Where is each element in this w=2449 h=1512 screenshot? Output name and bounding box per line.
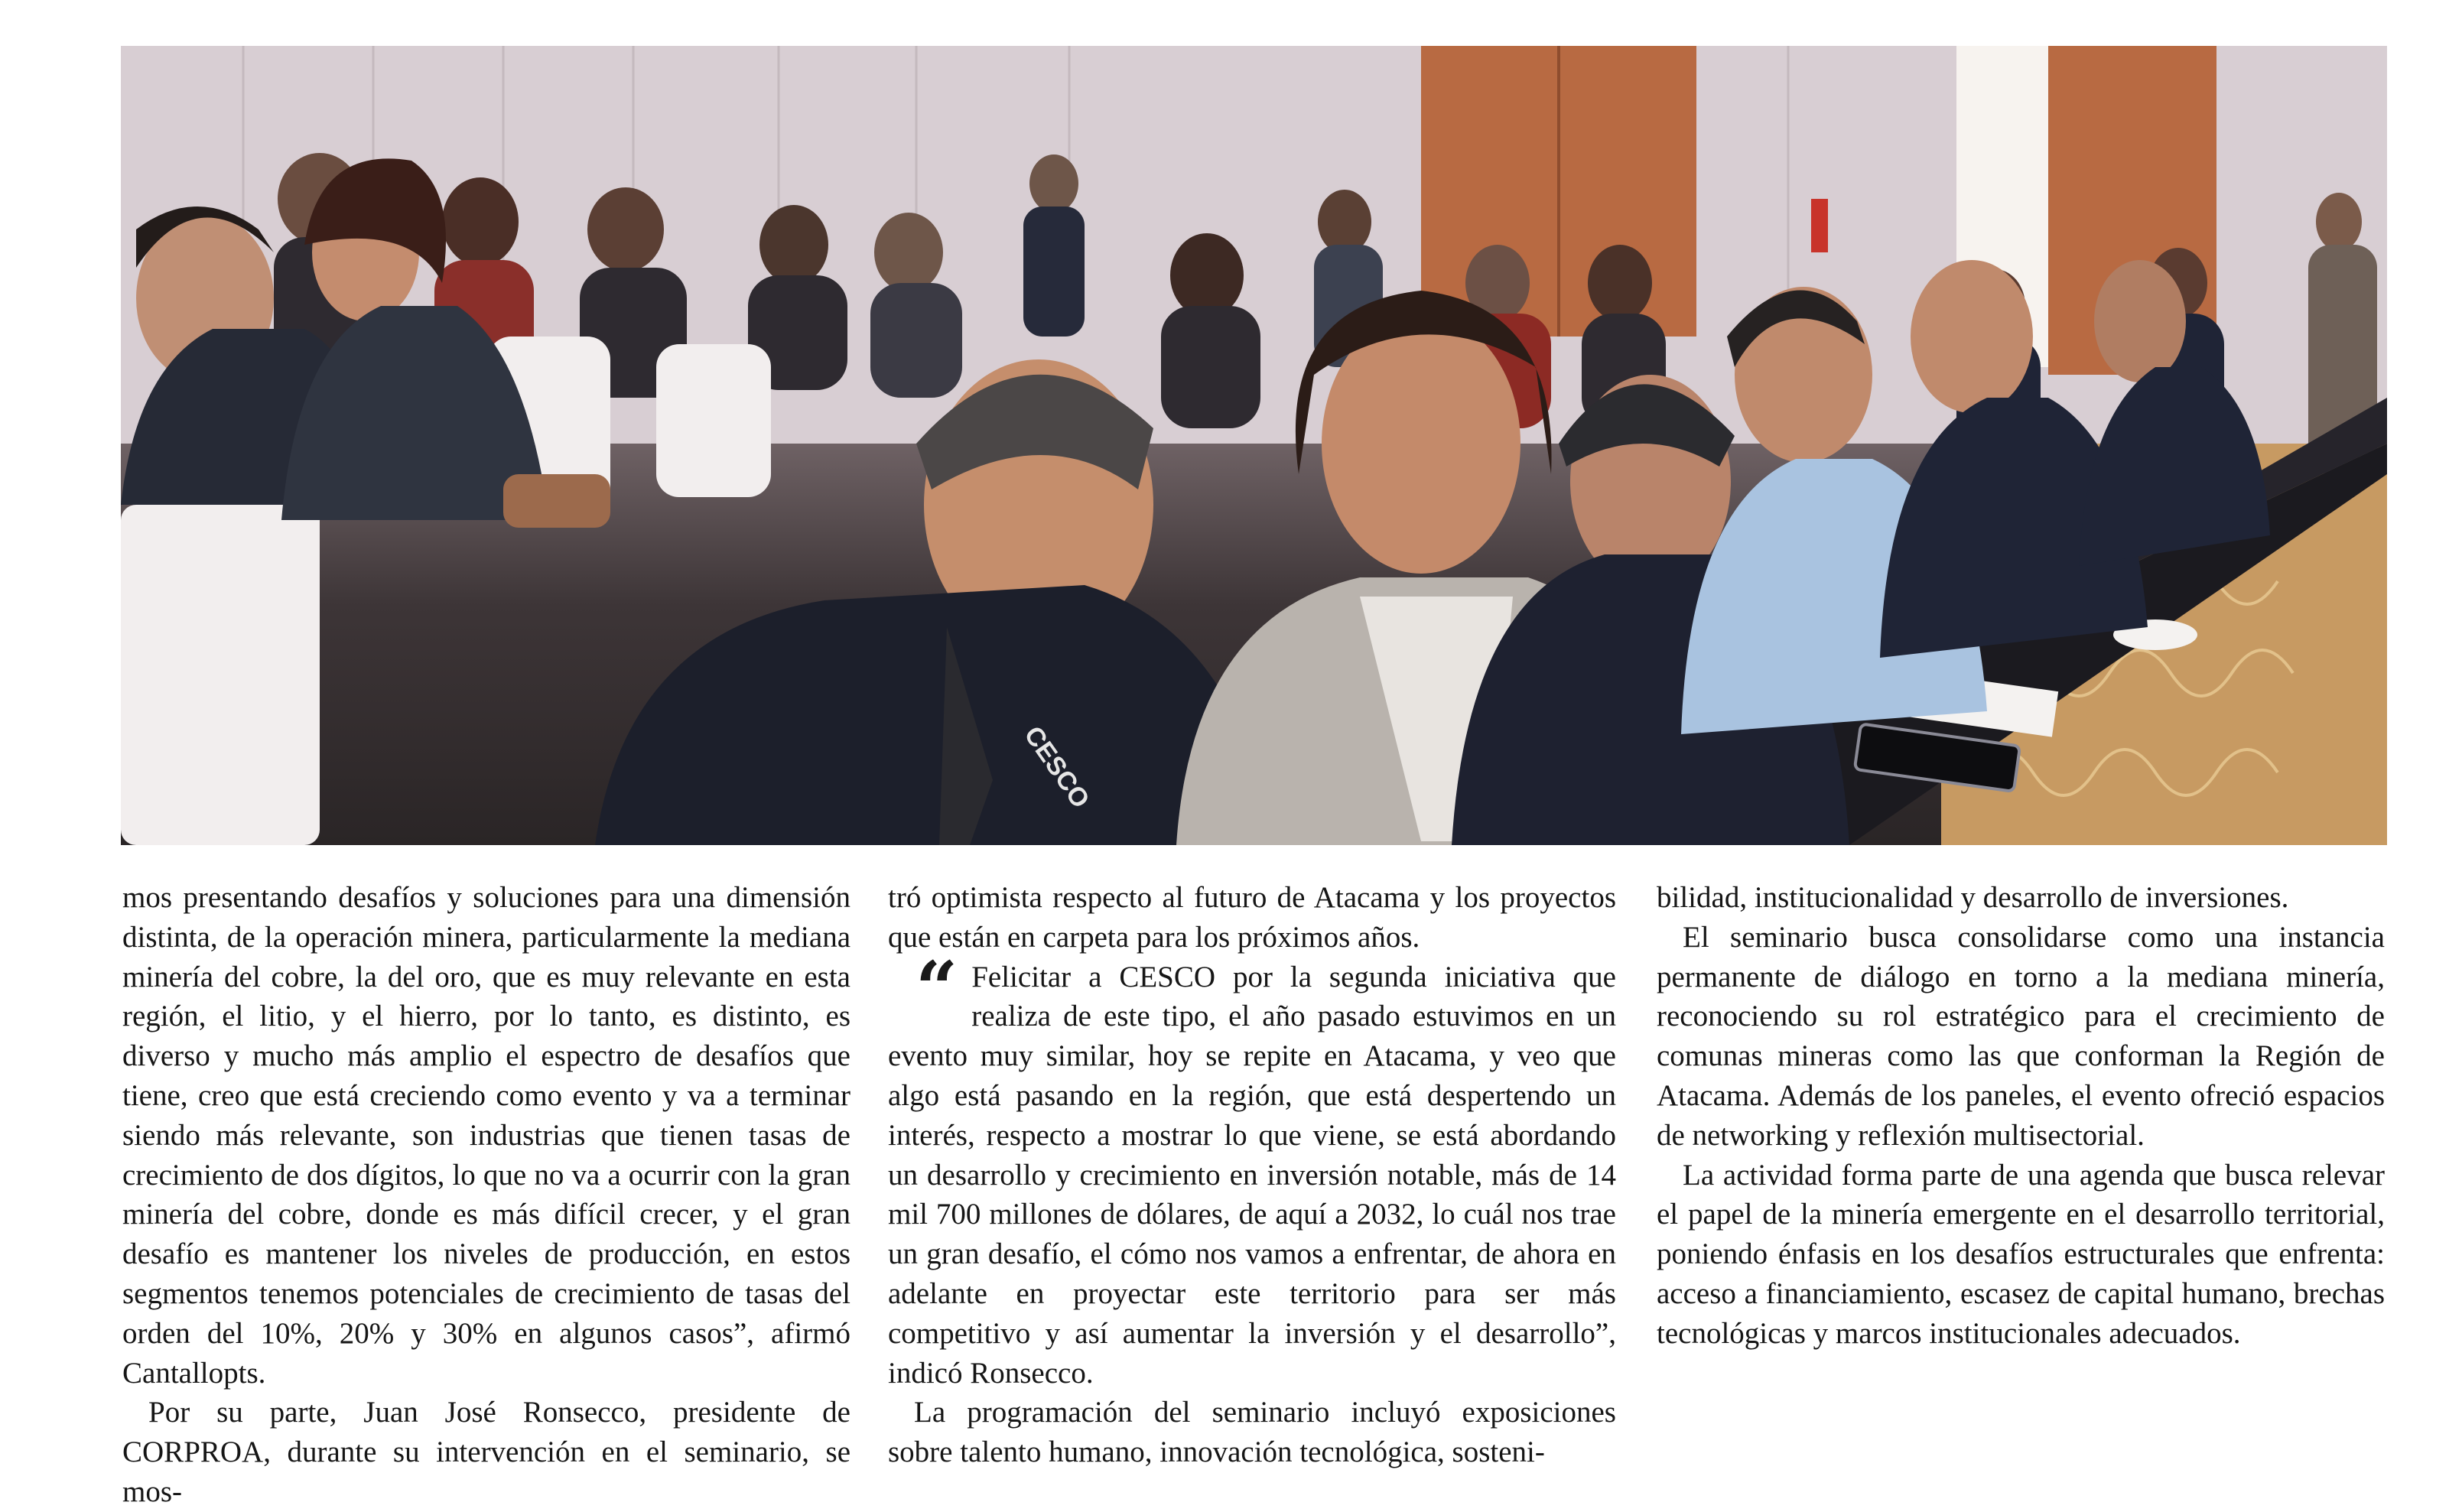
article-column-3 [1657,878,2385,1354]
lanyard-text: CESCO [1018,720,1095,814]
article-paragraph: El seminario busca consolidarse como una instancia permanente de diálogo en torno a la mediana minería, reconociendo su rol estratégico para el crecimiento de comunas mineras como las que conforman la Región de Atacama. Además de los paneles, el evento ofreció espacios de networking y reflexión multisectorial. [1657,920,2385,1152]
quote-mark-icon: “ [916,945,958,1032]
quote-text: Felicitar a CESCO por la segunda iniciativa que realiza de este tipo, el año pasado estuvimos en un evento muy similar, hoy se repite en Atacama, y veo que algo está pasando en la región, que está despertendo un interés, respecto a mostrar lo que viene, se está abordando un desarrollo y crecimiento en inversión notable, más de 14 mil 700 millones de dólares, de aquí a 2032, lo cuál nos trae un gran desafío, el cómo nos vamos a enfrentar, de ahora en adelante en proyectar este territorio para ser más competitivo y así aumentar la inversión y el desarrollo”, indicó Ronsecco. [888,960,1616,1390]
seminar-audience-photo [121,46,2387,845]
handbag [503,474,610,528]
article-column-2 [888,878,1616,1472]
fire-extinguisher [1811,199,1828,252]
article-paragraph: Por su parte, Juan José Ronsecco, presidente de CORPROA, durante su intervención en el seminario, se mos- [122,1396,850,1508]
article-paragraph: tró optimista respecto al futuro de Atacama y los proyectos que están en carpeta para los próximos años. [888,881,1616,954]
article-paragraph: La programación del seminario incluyó exposiciones sobre talento humano, innovación tecnológica, sosteni- [888,1396,1616,1469]
article-paragraph: bilidad, institucionalidad y desarrollo de inversiones. [1657,881,2289,914]
quote-paragraph [888,945,1616,1393]
article-paragraph: La actividad forma parte de una agenda que busca relevar el papel de la minería emergente en el desarrollo territorial, poniendo énfasis en los desafíos estructurales que enfrenta: acceso a financiamiento, escasez de capital humano, brechas tecnológicas y marcos institucionales adecuados. [1657,1158,2385,1350]
photo-illustration [121,46,2387,845]
article-column-1 [122,878,850,1512]
article-paragraph: mos presentando desafíos y soluciones para una dimensión distinta, de la operación minera, particularmente la mediana minería del cobre, la del oro, que es muy relevante en esta región, el litio, y el hierro, por lo tanto, es distinto, es diverso y mucho más amplio el espectro de desafíos que tiene, creo que está creciendo como evento y va a terminar siendo más relevante, son industrias que tienen tasas de crecimiento de dos dígitos, lo que no va a ocurrir con la gran minería del cobre, donde es más difícil crecer, y el gran desafío es mantener los niveles de producción, en estos segmentos tenemos potenciales de crecimiento de tasas del orden del 10%, 20% y 30% en algunos casos”, afirmó Cantallopts. [122,881,850,1390]
